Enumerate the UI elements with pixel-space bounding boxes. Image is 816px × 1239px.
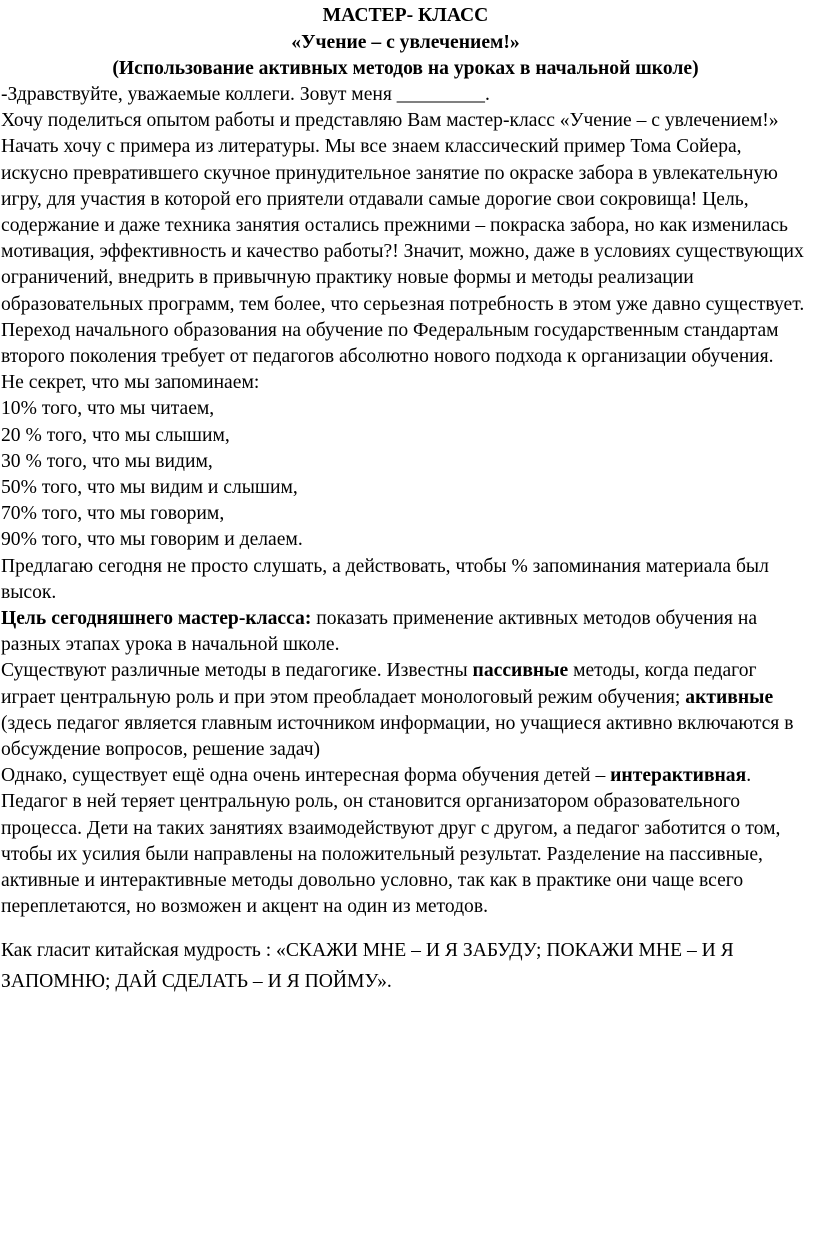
list-item: 50% того, что мы видим и слышим,: [1, 477, 298, 499]
list-item: 30 % того, что мы видим,: [1, 450, 213, 472]
proposal-paragraph: Предлагаю сегодня не просто слушать, а действовать, чтобы % запоминания материала был высок.: [1, 555, 769, 603]
list-item: 10% того, что мы читаем,: [1, 398, 215, 420]
secret-intro: Не секрет, что мы запоминаем:: [1, 372, 260, 394]
interactive-text-2: . Педагог в ней теряет центральную роль, он становится организатором образовательного процесса. Дети на таких занятиях взаимодействуют друг с другом, а педагог заботится о том, чтобы их усилия были направлены на положительный результат. Разделение на пассивные, активные и интерактивные методы довольно условно, так как в практике они чаще всего переплетаются, но возможен и акцент на один из методов.: [1, 765, 781, 918]
list-item: 90% того, что мы говорим и делаем.: [1, 529, 303, 551]
interactive-text-1: Однако, существует ещё одна очень интересная форма обучения детей –: [1, 765, 611, 787]
methods-text-1: Существуют различные методы в педагогике. Известны: [1, 660, 473, 682]
methods-passive-term: пассивные: [472, 660, 569, 682]
greeting-paragraph: -Здравствуйте, уважаемые коллеги. Зовут меня _________.: [1, 84, 490, 105]
transition-paragraph: Переход начального образования на обучение по Федеральным государственным стандартам второго поколения требует от педагогов абсолютно нового подхода к организации обучения.: [1, 319, 779, 368]
methods-paragraph: [1, 658, 810, 763]
paragraph-spacer: [1, 921, 810, 935]
interactive-paragraph: [1, 763, 810, 920]
document-topic: (Использование активных методов на уроках в начальной школе): [112, 58, 699, 79]
memory-list: [1, 396, 810, 553]
methods-text-2: методы, когда педагог играет центральную роль и при этом преобладает монологовый режим обучения;: [1, 660, 757, 708]
list-item: 20 % того, что мы слышим,: [1, 424, 230, 446]
methods-text-3: (здесь педагог является главным источником информации, но учащиеся активно включаются в обсуждение вопросов, решение задач): [1, 712, 794, 761]
goal-paragraph: [1, 606, 810, 658]
list-item: 70% того, что мы говорим,: [1, 503, 225, 525]
goal-text: показать применение активных методов обучения на разных этапах урока в начальной школе.: [1, 608, 758, 656]
example-paragraph: Начать хочу с примера из литературы. Мы все знаем классический пример Тома Сойера, искусно превратившего скучное принудительное занятие по окраске забора в увлекательную игру, для участия в которой его приятели отдавали самые дорогие свои сокровища! Цель, содержание и даже техника занятия остались прежними – покраска забора, но как изменилась мотивация, эффективность и качество работы?! Значит, можно, даже в условиях существующих ограничений, внедрить в привычную практику новые формы и методы реализации образовательных программ, тем более, что серьезная потребность в этом уже давно существует.: [1, 136, 805, 315]
document-title: МАСТЕР- КЛАСС: [322, 5, 489, 26]
goal-label: Цель сегодняшнего мастер-класса:: [1, 608, 312, 630]
document-subtitle: «Учение – с увлечением!»: [291, 32, 520, 53]
wisdom-paragraph: Как гласит китайская мудрость : «СКАЖИ МНЕ – И Я ЗАБУДУ; ПОКАЖИ МНЕ – И Я ЗАПОМНЮ; ДАЙ СДЕЛАТЬ – И Я ПОЙМУ».: [1, 939, 734, 992]
interactive-term: интерактивная: [610, 765, 747, 787]
methods-active-term: активные: [685, 686, 774, 708]
intro-paragraph: Хочу поделиться опытом работы и представляю Вам мастер-класс «Учение – с увлечением!»: [1, 110, 779, 132]
